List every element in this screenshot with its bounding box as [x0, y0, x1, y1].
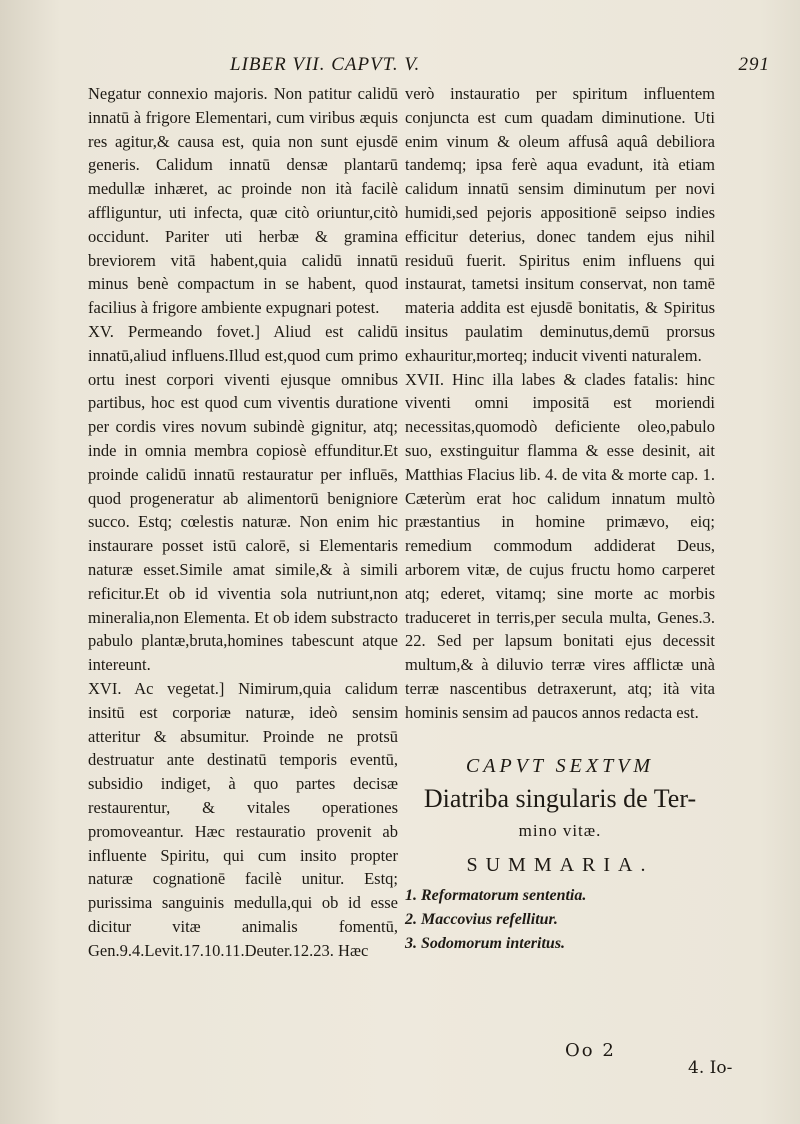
chapter-title: CAPVT SEXTVM: [465, 754, 655, 777]
page-header: [230, 50, 770, 80]
diatriba-line: Diatriba singularis de Ter-: [423, 784, 697, 814]
list-item: 2. Maccovius refellitur.: [405, 911, 558, 929]
list-item: 1. Reformatorum sententia.: [405, 887, 587, 905]
diatriba-line: mino vitæ.: [518, 821, 602, 841]
right-column: [405, 82, 715, 956]
catchword: 4. Io-: [688, 1058, 733, 1078]
running-title: LIBER VII. CAPVT. V.: [230, 54, 421, 75]
left-column: [88, 82, 398, 962]
paragraph: Negatur connexio majoris. Non patitur calidū innatū à frigore Elementari, cum viribus æquis res agitur,& causa est, quia non sunt ejusdē generis. Calidum innatū densæ plantarū medullæ inhæret, ac proinde non ità facilè affliguntur, uti infecta, quæ citò oriuntur,citò occidunt. Pariter uti herbæ & gramina breviorem vitā habent,quia calidū innatū minus benè compactum in se habent, quod facilius à frigore ambiente expugnari potest.: [88, 84, 398, 318]
folio-number: 291: [738, 54, 770, 75]
summaria-heading: SUMMARIA.: [466, 854, 654, 877]
summary-list: [405, 884, 715, 956]
diatriba-heading: [405, 784, 715, 846]
paragraph: XVI. Ac vegetat.] Nimirum,quia calidum insitū est corporiæ naturæ, ideò sensim atteritur & absumitur. Proinde ne protsū destruatur ante destinatū temporis eventū, subsidio indiget, à quo partes decisæ restaurentur, & vitales operationes promoveantur. Hæc restauratio provenit ab influente Spiritu, qui cum insito propter naturæ cognationē facilè unitur. Estq; purissima sanguinis medulla,qui ob id esse dicitur vitæ animalis fomentū, Gen.9.4.Levit.17.10.11.Deuter.12.23. Hæc: [88, 678, 398, 960]
paragraph: verò instauratio per spiritum influentem conjuncta est cum quadam diminutione. Uti enim vinum & oleum affusâ aquâ debiliora tandemq; ipsa ferè aqua evadunt, ità etiam calidum innatū sensim diminutum per novi humidi,sed pejoris appositionē seipso indies efficitur deterius, donec tandem ejus nihil residuū fuerit. Spiritus enim influens qui instaurat, tametsi insitum conservat, non tamē materia addita est ejusdē bonitatis, & Spiritus insitus paulatim deminutus,demū prorsus exhauritur,morteq; inducit viventi naturalem.: [405, 84, 715, 365]
list-item: 3. Sodomorum interitus.: [405, 935, 566, 953]
paragraph: XVII. Hinc illa labes & clades fatalis: hinc viventi omni impositā est moriendi necessitas,quomodò deficiente oleo,pabulo suo, exstinguitur flamma & esse desinit, ait Matthias Flacius lib. 4. de vita & morte cap. 1. Cæterùm erat hoc calidum innatum multò præstantius in homine primævo, eiq; remedium commodum addiderat Deus, arborem vitæ, de cujus fructu homo carperet atq; ederet, vitamq; sine morte ac morbis traduceret in terris,per secula multa, Genes.3. 22. Sed per lapsum bonitati ejus decessit multum,& à diluvio terræ vires afflictæ unà terræ nascentibus detraxerunt, atq; ità vita hominis sensim ad paucos annos redacta est.: [405, 369, 715, 722]
paragraph: XV. Permeando fovet.] Aliud est calidū innatū,aliud influens.Illud est,quod cum primo ortu inest corpori viventi ejusque omnibus partibus, hoc est quod cum viventis duratione per cordis vires novum subindè gignitur, atq; inde in omnia membra copiosè effunditur.Et proinde calidū innatū restauratur per influēs, quod progeneratur ab alimentorū benigniore succo. Estq; cœlestis naturæ. Non enim hic instaurare posset istū calorē, si Elementaris naturæ esset.Simile amat simile,& à simili reficitur.Et ob id viventia sola nutriunt,non mineralia,non Elementa. Et ob idem substracto pabulo plantæ,bruta,homines tabescunt atque intereunt.: [88, 321, 398, 675]
signature-mark: Oo 2: [565, 1040, 616, 1061]
